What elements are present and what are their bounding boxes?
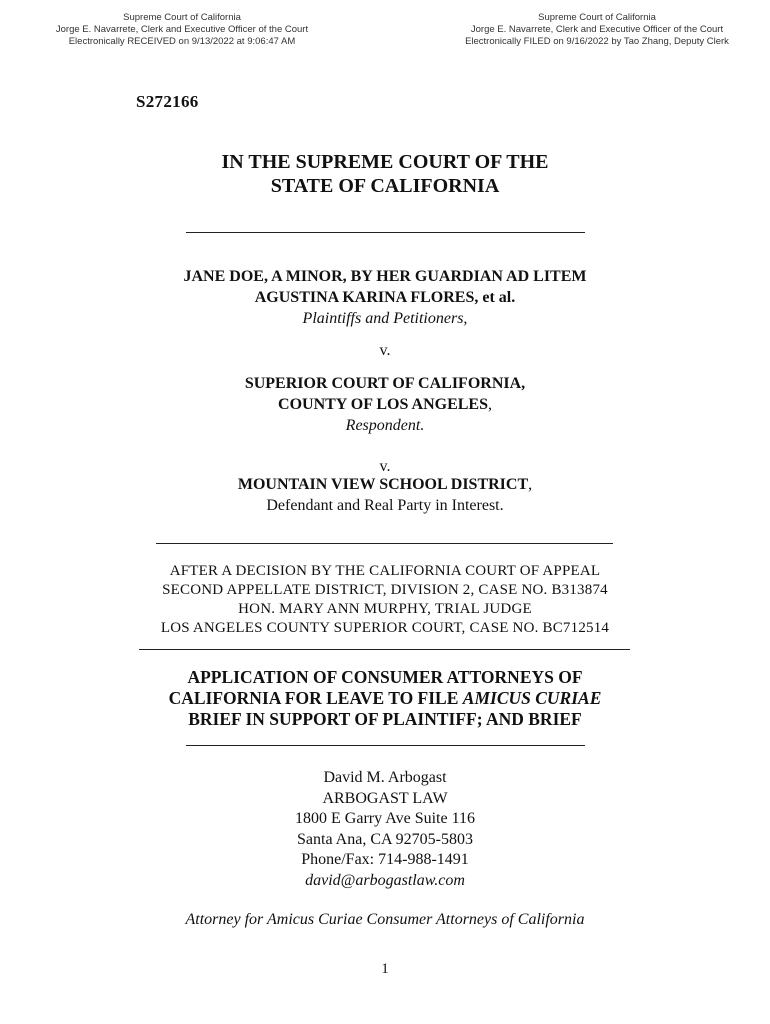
respondent-comma: , bbox=[487, 396, 492, 413]
appeal-block bbox=[0, 562, 770, 638]
respondent-line-1: SUPERIOR COURT OF CALIFORNIA, bbox=[244, 375, 526, 392]
defendant-name: MOUNTAIN VIEW SCHOOL DISTRICT bbox=[237, 476, 529, 493]
filed-stamp-line-1: Supreme Court of California bbox=[538, 12, 656, 23]
counsel-name: David M. Arbogast bbox=[323, 769, 447, 786]
appeal-line-1: AFTER A DECISION BY THE CALIFORNIA COURT OF APPEAL bbox=[169, 563, 601, 579]
court-title-line-1: IN THE SUPREME COURT OF THE bbox=[221, 151, 549, 173]
received-stamp bbox=[17, 12, 347, 48]
document-title bbox=[0, 667, 770, 730]
received-stamp-line-1: Supreme Court of California bbox=[123, 12, 241, 23]
received-stamp-line-2: Jorge E. Navarrete, Clerk and Executive Officer of the Court bbox=[55, 24, 309, 35]
divider-rule bbox=[186, 745, 585, 746]
filed-stamp-line-3: Electronically FILED on 9/16/2022 by Tao Zhang, Deputy Clerk bbox=[465, 36, 729, 47]
divider-rule bbox=[156, 543, 613, 544]
plaintiff-line-1: JANE DOE, A MINOR, BY HER GUARDIAN AD LITEM bbox=[183, 268, 587, 285]
respondent-line-2 bbox=[0, 394, 770, 415]
appeal-line-4: LOS ANGELES COUNTY SUPERIOR COURT, CASE NO. BC712514 bbox=[160, 620, 610, 636]
versus-1: v. bbox=[379, 342, 391, 359]
defendant-line-1 bbox=[0, 474, 770, 495]
defendant-comma: , bbox=[528, 476, 533, 493]
versus-2: v. bbox=[379, 458, 391, 475]
respondent-role: Respondent. bbox=[345, 417, 425, 434]
counsel-block bbox=[0, 768, 770, 891]
counsel-firm: ARBOGAST LAW bbox=[322, 789, 448, 807]
case-number: S272166 bbox=[136, 92, 199, 111]
respondent-county: COUNTY OF LOS ANGELES bbox=[278, 396, 488, 413]
plaintiff-et-al: , et al. bbox=[474, 289, 516, 306]
appeal-line-3: HON. MARY ANN MURPHY, TRIAL JUDGE bbox=[238, 601, 532, 617]
document-title-line-2-prefix: CALIFORNIA FOR LEAVE TO FILE bbox=[168, 688, 463, 708]
divider-rule bbox=[139, 649, 630, 650]
divider-rule bbox=[186, 232, 585, 233]
document-title-amicus: AMICUS CURIAE bbox=[462, 688, 602, 708]
attorney-for: Attorney for Amicus Curiae Consumer Attorneys of California bbox=[185, 911, 585, 928]
court-title bbox=[0, 150, 770, 198]
defendant-role: Defendant and Real Party in Interest. bbox=[266, 497, 504, 514]
counsel-phone: Phone/Fax: 714-988-1491 bbox=[301, 851, 469, 868]
counsel-street: 1800 E Garry Ave Suite 116 bbox=[295, 810, 475, 827]
received-stamp-line-3: Electronically RECEIVED on 9/13/2022 at 9:06:47 AM bbox=[68, 36, 296, 47]
plaintiff-line-2 bbox=[0, 287, 770, 308]
respondent-block bbox=[0, 373, 770, 436]
plaintiff-guardian-name: AGUSTINA KARINA FLORES bbox=[254, 289, 475, 306]
filed-stamp-line-2: Jorge E. Navarrete, Clerk and Executive Officer of the Court bbox=[470, 24, 724, 35]
document-title-line-2 bbox=[0, 688, 770, 709]
counsel-city: Santa Ana, CA 92705-5803 bbox=[297, 830, 473, 848]
court-title-line-2: STATE OF CALIFORNIA bbox=[270, 175, 500, 197]
defendant-block bbox=[0, 474, 770, 516]
page-number: 1 bbox=[381, 961, 389, 977]
plaintiff-block bbox=[0, 266, 770, 329]
document-title-line-1: APPLICATION OF CONSUMER ATTORNEYS OF bbox=[187, 667, 583, 687]
document-title-line-3: BRIEF IN SUPPORT OF PLAINTIFF; AND BRIEF bbox=[188, 709, 582, 729]
filed-stamp bbox=[432, 12, 762, 48]
appeal-line-2: SECOND APPELLATE DISTRICT, DIVISION 2, CASE NO. B313874 bbox=[162, 582, 608, 598]
plaintiff-role: Plaintiffs and Petitioners, bbox=[302, 310, 468, 327]
counsel-email-link[interactable]: david@arbogastlaw.com bbox=[305, 871, 465, 889]
